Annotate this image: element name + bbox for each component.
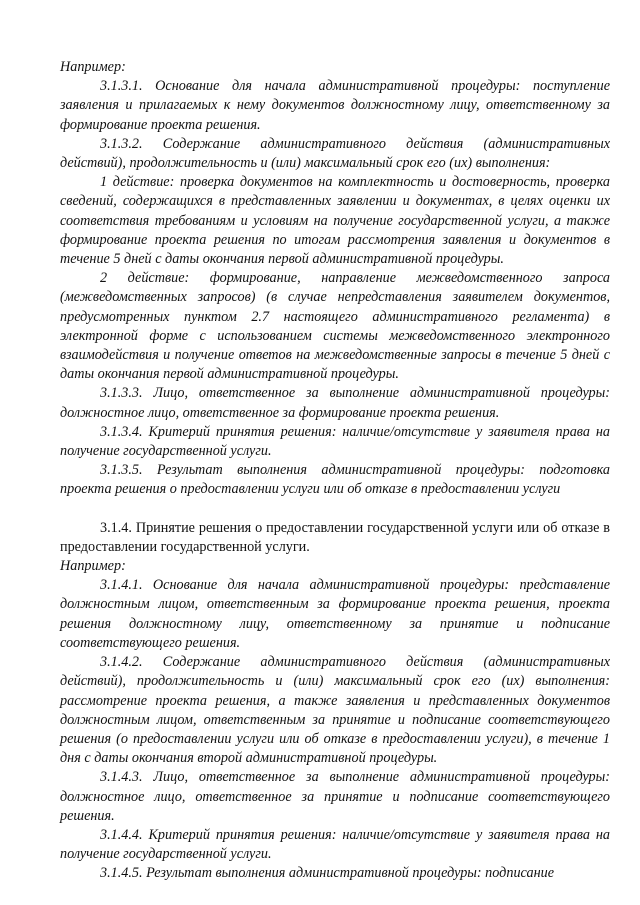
paragraph-3-1-4-3: 3.1.4.3. Лицо, ответственное за выполнение административной процедуры: должностное лицо, ответственное за принятие и подписание соответствующего решения.	[60, 769, 610, 824]
document-page	[60, 58, 610, 884]
paragraph-3-1-4-1: 3.1.4.1. Основание для начала административной процедуры: представление должностным лицом, ответственным за формирование проекта решения, проекта решения должностному лицу, ответственному за принятие и подписание соответствующего решения.	[60, 577, 610, 651]
paragraph-3-1-4: 3.1.4. Принятие решения о предоставлении государственной услуги или об отказе в предоставлении государственной услуги.	[60, 519, 610, 555]
paragraph-3-1-3-3: 3.1.3.3. Лицо, ответственное за выполнение административной процедуры: должностное лицо, ответственное за формирование проекта решения.	[60, 385, 610, 421]
paragraph-3-1-4-4: 3.1.4.4. Критерий принятия решения: наличие/отсутствие у заявителя права на получение государственной услуги.	[60, 826, 610, 863]
paragraph-3-1-3-1: 3.1.3.1. Основание для начала административной процедуры: поступление заявления и прилагаемых к нему документов должностному лицу, ответственному за формирование проекта решения.	[60, 78, 610, 133]
paragraph-3-1-4-2: 3.1.4.2. Содержание административного действия (административных действий), продолжительность и (или) максимальный срок его (их) выполнения: рассмотрение проекта решения, а также заявления и представленных документов должностным лицом, ответственным за принятие и подписание соответствующего решения (о предоставлении услуги или об отказе в предоставлении услуги), в течение 1 дня с даты окончания второй административной процедуры.	[60, 654, 610, 767]
example-label: Например:	[60, 59, 126, 75]
paragraph-3-1-3-4: 3.1.3.4. Критерий принятия решения: наличие/отсутствие у заявителя права на получение государственной услуги.	[60, 423, 610, 460]
paragraph-3-1-4-5: 3.1.4.5. Результат выполнения административной процедуры: подписание	[100, 865, 554, 882]
example-label: Например:	[60, 558, 126, 575]
paragraph-3-1-3-5: 3.1.3.5. Результат выполнения административной процедуры: подготовка проекта решения о предоставлении услуги или об отказе в предоставлении услуги	[60, 462, 610, 498]
paragraph-action-2: 2 действие: формирование, направление межведомственного запроса (межведомственных запросов) (в случае непредставления заявителем документов, предусмотренных пунктом 2.7 настоящего административного регламента) в электронной форме с использованием системы межведомственного электронного взаимодействия и получение ответов на межведомственные запросы в течение 5 дней с даты окончания первой административной процедуры.	[60, 270, 610, 383]
paragraph-gap	[60, 500, 610, 519]
paragraph-3-1-3-2: 3.1.3.2. Содержание административного действия (административных действий), продолжительность и (или) максимальный срок его (их) выполнения:	[60, 135, 610, 172]
paragraph-action-1: 1 действие: проверка документов на комплектность и достоверность, проверка сведений, содержащихся в представленных заявлении и документах, в целях оценки их соответствия требованиям и условиям на получение государственной услуги, а также формирование проекта решения по итогам рассмотрения заявления и документов в течение 5 дней с даты окончания первой административной процедуры.	[60, 174, 610, 268]
